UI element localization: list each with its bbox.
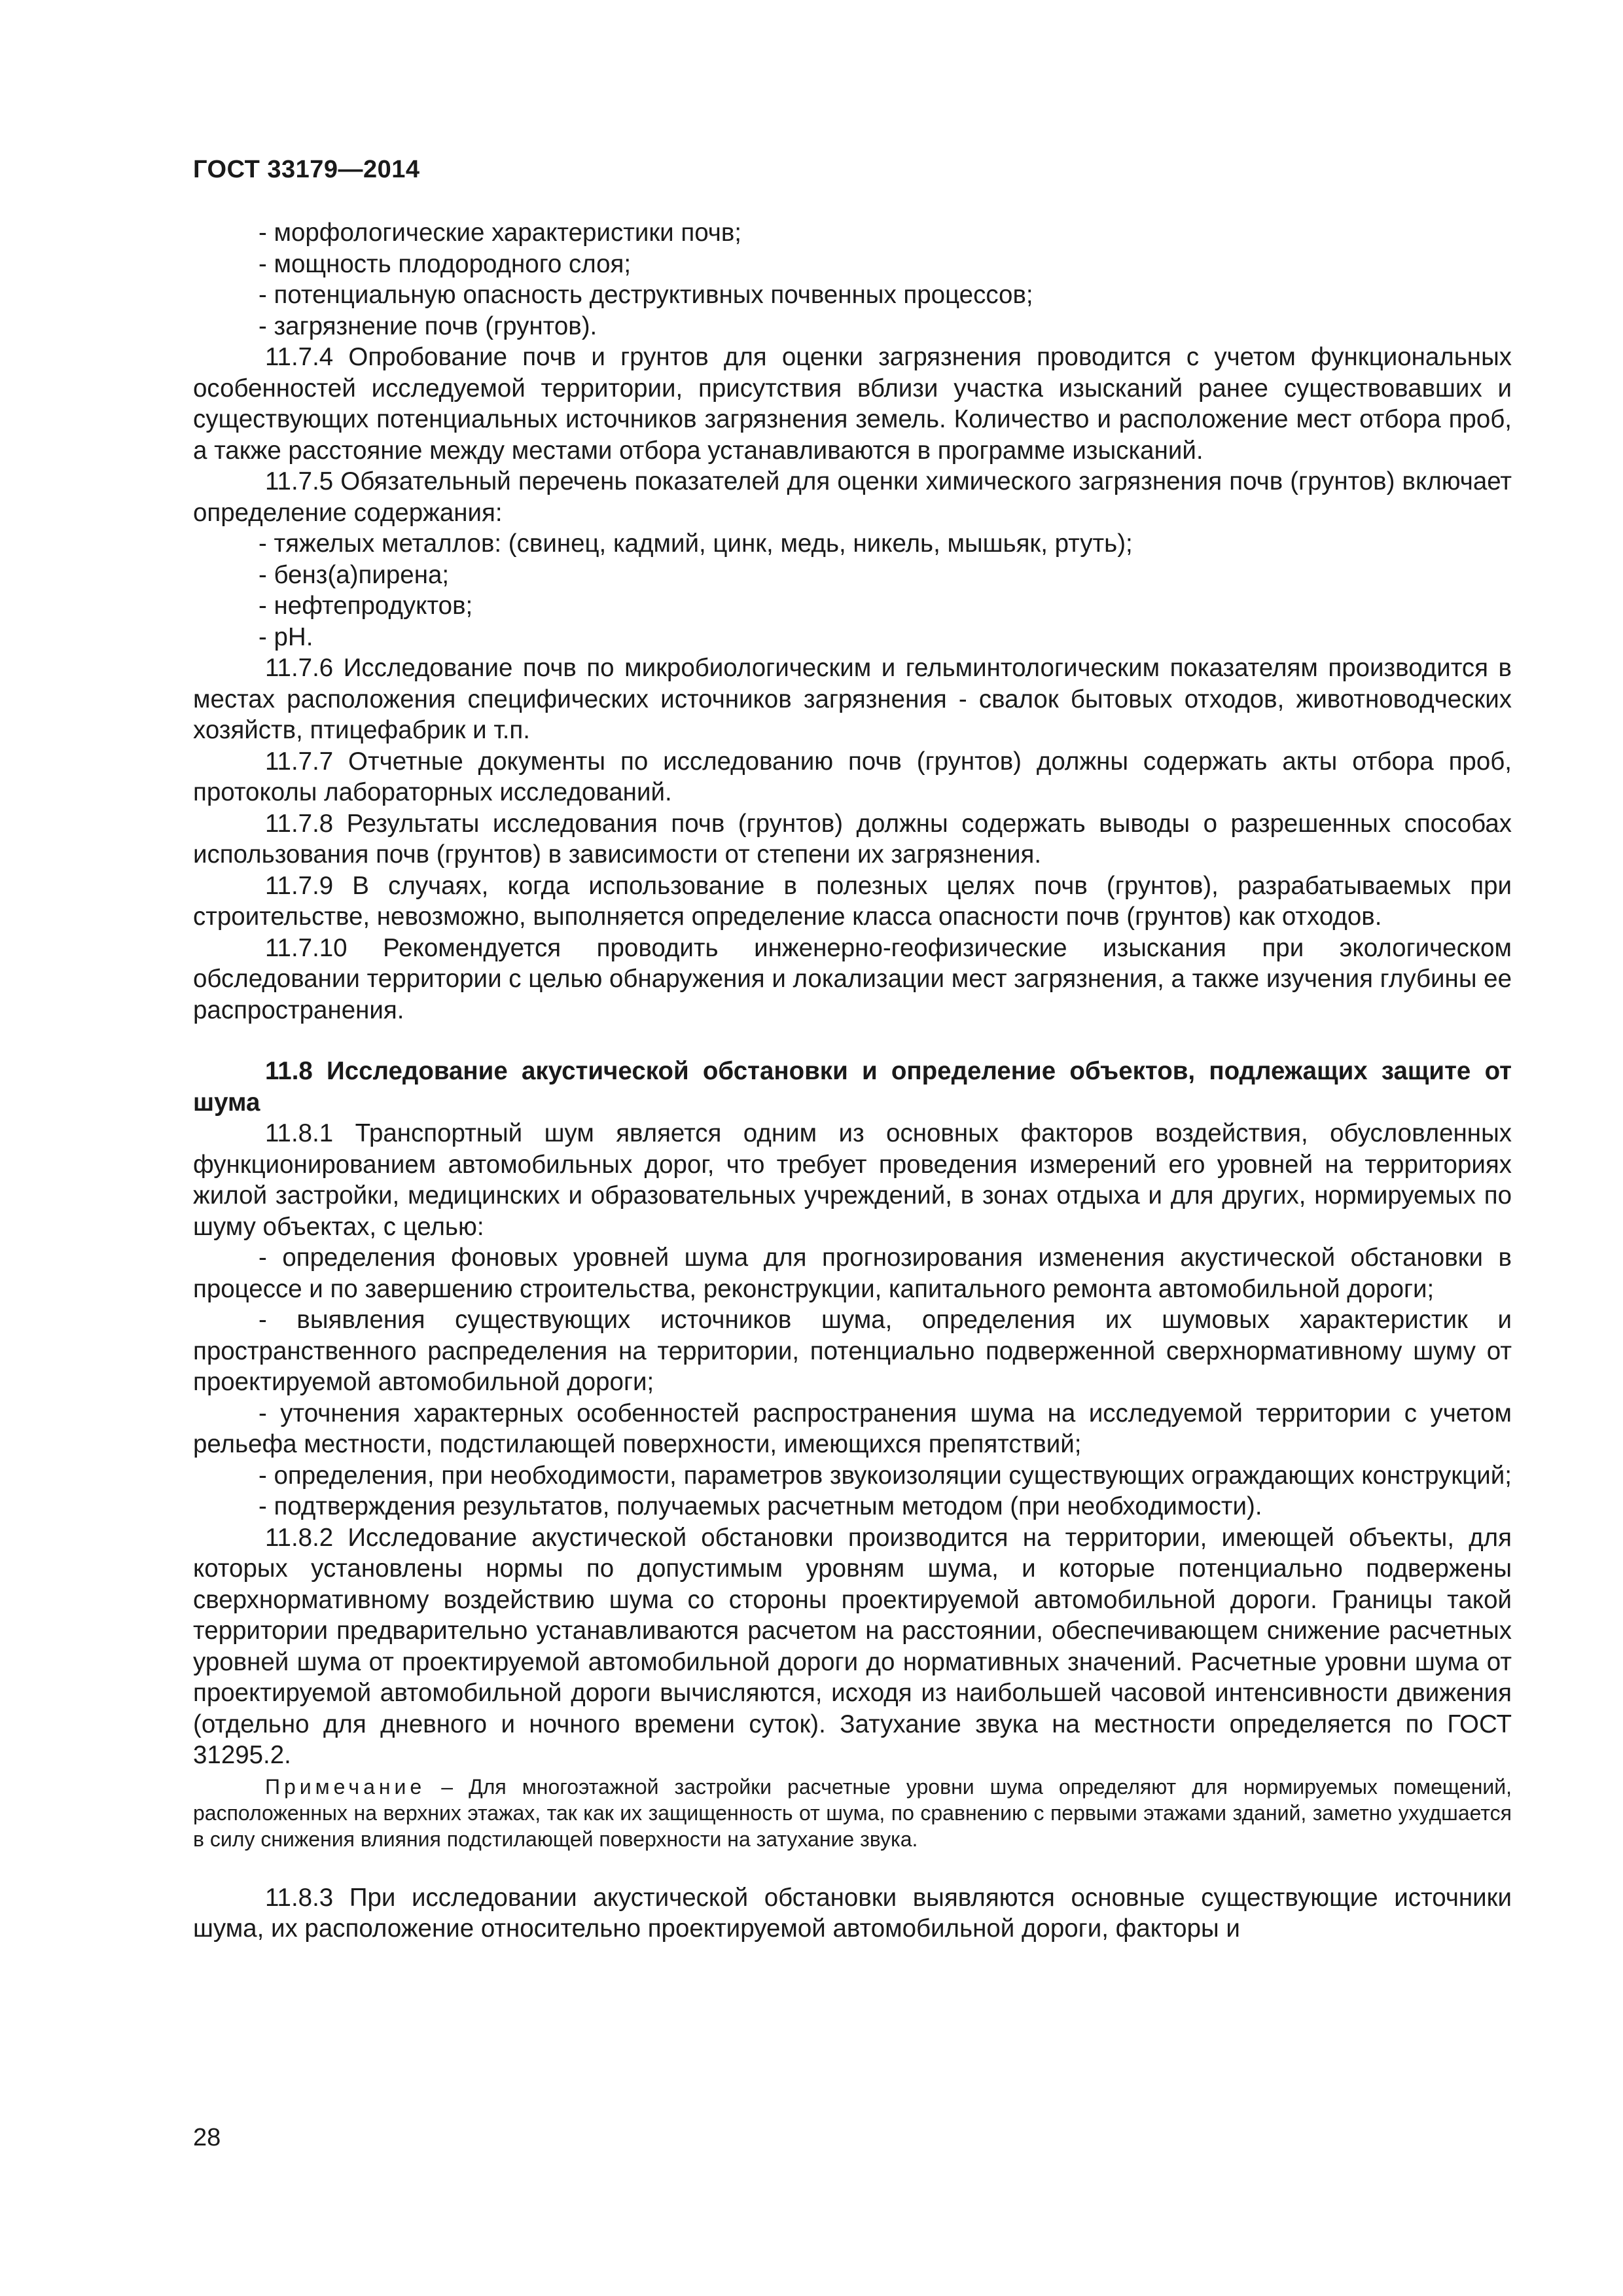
list-item: - pH. (259, 622, 313, 651)
list-item: - потенциальную опасность деструктивных почвенных процессов; (259, 281, 1033, 309)
list-item: - уточнения характерных особенностей распространения шума на исследуемой территории с учетом рельефа местности, подстилающей поверхности, имеющихся препятствий; (193, 1399, 1512, 1458)
page-body (193, 217, 1512, 1945)
list-item: - тяжелых металлов: (свинец, кадмий, цинк, медь, никель, мышьяк, ртуть); (259, 529, 1133, 558)
paragraph-11-8-3: 11.8.3 При исследовании акустической обстановки выявляются основные существующие источники шума, их расположение относительно проектируемой автомобильной дороги, факторы и (193, 1883, 1512, 1943)
paragraph-11-7-5: 11.7.5 Обязательный перечень показателей для оценки химического загрязнения почв (грунтов) включает определение содержания: (193, 467, 1512, 527)
list-item: - бенз(а)пирена; (259, 560, 450, 589)
paragraph-11-8-2: 11.8.2 Исследование акустической обстановки производится на территории, имеющей объекты, для которых установлены нормы по допустимым уровням шума, и которые потенциально подвержены сверхнормативному воздействию шума со стороны проектируемой автомобильной дороги. Границы такой территории предварительно устанавливаются расчетом на расстоянии, обеспечивающем снижение расчетных уровней шума от проектируемой автомобильной дороги до нормативных значений. Расчетные уровни шума от проектируемой автомобильной дороги вычисляются, исходя из наибольшей часовой интенсивности движения (отдельно для дневного и ночного времени суток). Затухание звука на местности определяется по ГОСТ 31295.2. (193, 1523, 1512, 1769)
paragraph-11-7-7: 11.7.7 Отчетные документы по исследованию почв (грунтов) должны содержать акты отбора проб, протоколы лабораторных исследований. (193, 747, 1512, 806)
list-item: - выявления существующих источников шума, определения их шумовых характеристик и пространственного распределения на территории, потенциально подверженной сверхнормативному шуму от проектируемой автомобильной дороги; (193, 1306, 1512, 1396)
list-item: - мощность плодородного слоя; (259, 249, 632, 278)
paragraph-11-7-4: 11.7.4 Опробование почв и грунтов для оценки загрязнения проводится с учетом функциональных особенностей исследуемой территории, присутствия вблизи участка изысканий ранее существовавших и существующих потенциальных источников загрязнения земель. Количество и расположение мест отбора проб, а также расстояние между местами отбора устанавливаются в программе изысканий. (193, 343, 1512, 465)
paragraph-11-7-8: 11.7.8 Результаты исследования почв (грунтов) должны содержать выводы о разрешенных способах использования почв (грунтов) в зависимости от степени их загрязнения. (193, 809, 1512, 869)
document-code-header: ГОСТ 33179—2014 (193, 156, 420, 183)
paragraph-11-7-9: 11.7.9 В случаях, когда использование в полезных целях почв (грунтов), разрабатываемых при строительстве, невозможно, выполняется определение класса опасности почв (грунтов) как отходов. (193, 871, 1512, 931)
note-label: Примечание (265, 1774, 426, 1799)
list-item: - нефтепродуктов; (259, 592, 473, 620)
list-item: - определения, при необходимости, параметров звукоизоляции существующих ограждающих конструкций; (259, 1461, 1512, 1490)
list-item: - морфологические характеристики почв; (259, 219, 742, 247)
paragraph-11-7-6: 11.7.6 Исследование почв по микробиологическим и гельминтологическим показателям производится в местах расположения специфических источников загрязнения - свалок бытовых отходов, животноводческих хозяйств, птицефабрик и т.п. (193, 654, 1512, 744)
paragraph-11-7-10: 11.7.10 Рекомендуется проводить инженерно-геофизические изыскания при экологическом обследовании территории с целью обнаружения и локализации мест загрязнения, а также изучения глубины ее распространения. (193, 933, 1512, 1024)
section-heading-11-8: 11.8 Исследование акустической обстановки и определение объектов, подлежащих защите от шума (193, 1057, 1512, 1117)
note-text: – Для многоэтажной застройки расчетные уровни шума определяют для нормируемых помещений, расположенных на верхних этажах, так как их защищенность от шума, по сравнению с первыми этажами зданий, заметно ухудшается в силу снижения влияния подстилающей поверхности на затухание звука. (193, 1774, 1512, 1851)
note (193, 1774, 1512, 1852)
list-item: - загрязнение почв (грунтов). (259, 312, 597, 340)
list-item: - определения фоновых уровней шума для прогнозирования изменения акустической обстановки в процессе и по завершению строительства, реконструкции, капитального ремонта автомобильной дороги; (193, 1244, 1512, 1303)
paragraph-11-8-1: 11.8.1 Транспортный шум является одним из основных факторов воздействия, обусловленных функционированием автомобильных дорог, что требует проведения измерений его уровней на территориях жилой застройки, медицинских и образовательных учреждений, в зонах отдыха и для других, нормируемых по шуму объектах, с целью: (193, 1119, 1512, 1241)
list-item: - подтверждения результатов, получаемых расчетным методом (при необходимости). (259, 1492, 1262, 1520)
page-number: 28 (193, 2124, 221, 2151)
